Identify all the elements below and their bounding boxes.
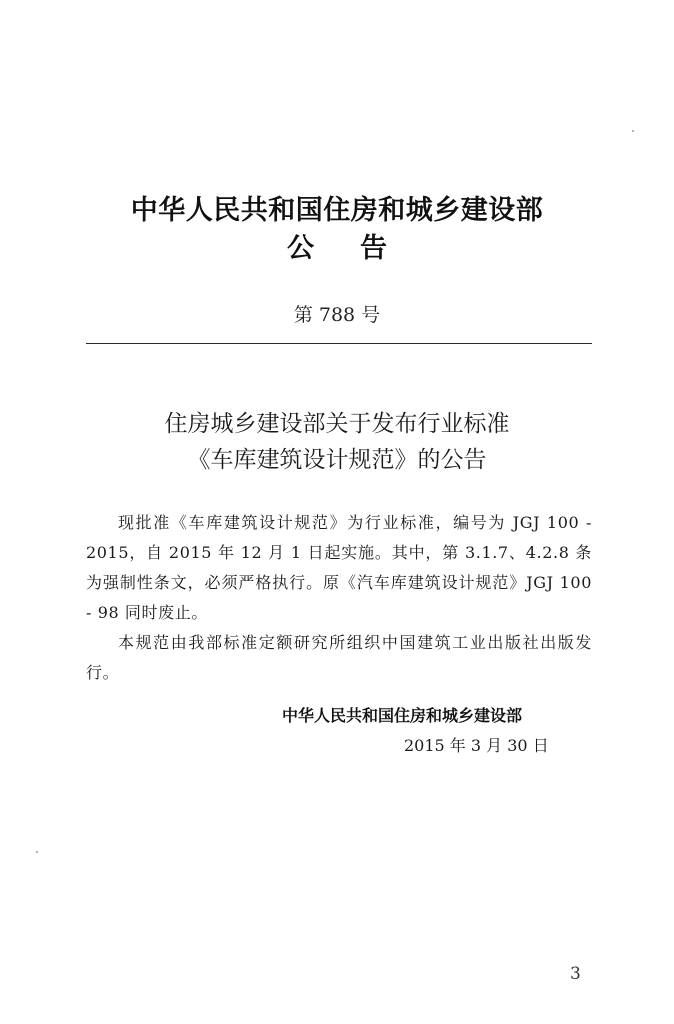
issuer-signature: 中华人民共和国住房和城乡建设部	[282, 706, 523, 725]
issue-date: 2015 年 3 月 30 日	[404, 736, 549, 755]
notice-subject	[0, 406, 674, 478]
header-divider	[86, 343, 592, 344]
body-paragraph-2: 本规范由我部标准定额研究所组织中国建筑工业出版社出版发行。	[86, 633, 592, 682]
notice-label: 公告	[287, 233, 433, 264]
notice-body	[86, 508, 592, 688]
page-number: 3	[570, 964, 581, 984]
scan-speck	[36, 851, 38, 853]
subject-line-2: 《车库建筑设计规范》的公告	[187, 447, 487, 473]
issuer-title: 中华人民共和国住房和城乡建设部	[130, 195, 544, 226]
notice-number: 第 788 号	[293, 304, 381, 326]
scan-speck	[632, 130, 634, 132]
subject-line-1: 住房城乡建设部关于发布行业标准	[164, 411, 510, 437]
body-paragraph-1: 现批准《车库建筑设计规范》为行业标准，编号为 JGJ 100 - 2015，自 2015 年 12 月 1 日起实施。其中，第 3.1.7、4.2.8 条为强制性条文，必须严格执行。原《汽车库建筑设计规范》JGJ 100 - 98 同时废止。	[86, 513, 592, 622]
